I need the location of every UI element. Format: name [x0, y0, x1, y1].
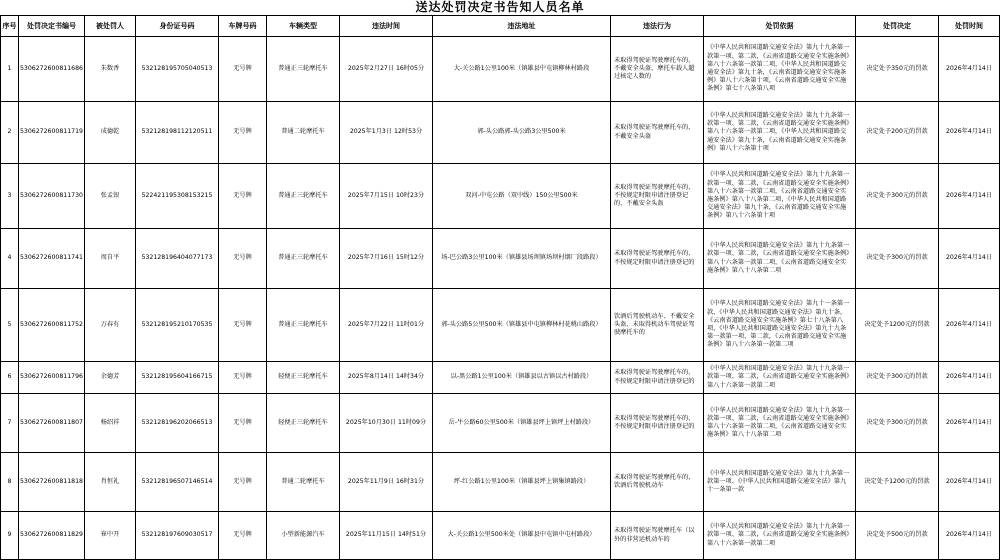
- cell-penalty-time: 2026年4月14日: [939, 102, 1000, 164]
- cell-id-no: 532128196202066513: [136, 394, 219, 453]
- cell-vehicle-type: 轻便正三轮摩托车: [267, 394, 340, 453]
- cell-behavior: 饮酒后驾驶机动车、不戴安全头盔、未取得机动车驾驶证驾驶摩托车的: [611, 289, 704, 362]
- cell-violation-time: 2025年11月9日 16时31分: [340, 453, 433, 512]
- header-location: 违法地址: [433, 16, 611, 37]
- table-row: [1, 362, 1000, 394]
- cell-decision: 决定处予500元的罚款: [856, 512, 939, 560]
- cell-violation-time: 2025年11月15日 14时51分: [340, 512, 433, 560]
- cell-decision-no: 5306272600811818: [19, 453, 85, 512]
- cell-vehicle-type: 普通正三轮摩托车: [267, 289, 340, 362]
- cell-name: 肖恒礼: [85, 453, 136, 512]
- cell-name: 杨绍祥: [85, 394, 136, 453]
- document-title: 送达处罚决定书告知人员名单: [415, 0, 585, 14]
- cell-decision: 决定处予300元的罚款: [856, 164, 939, 229]
- notice-table: [0, 15, 1000, 560]
- table-row: [1, 164, 1000, 229]
- cell-plate: 无号牌: [219, 362, 267, 394]
- cell-vehicle-type: 轻便正三轮摩托车: [267, 362, 340, 394]
- cell-decision-no: 5306272600811829: [19, 512, 85, 560]
- cell-penalty-time: 2026年4月14日: [939, 229, 1000, 289]
- cell-basis: 《中华人民共和国道路交通安全法》第九十九条第一款第一项、第二款，《云南省道路交通安全实施条例》第八十六条第一款第二项，《云南省道路交通安全实施条例》第八十八条第二项: [704, 229, 856, 289]
- table-row: [1, 229, 1000, 289]
- cell-behavior: 未取得驾驶证驾驶摩托车的、不戴安全头盔: [611, 102, 704, 164]
- cell-violation-time: 2025年7月22日 11时01分: [340, 289, 433, 362]
- cell-id-no: 532128198112120511: [136, 102, 219, 164]
- cell-violation-time: 2025年10月30日 11时09分: [340, 394, 433, 453]
- cell-location: 郭-头公路5公里500米（镇雄县中屯镇柳林村花桃山路段）: [433, 289, 611, 362]
- cell-location: 以-黑公路1公里100米（镇雄县以古镇以古村路段）: [433, 362, 611, 394]
- header-penalty-time: 处罚时间: [939, 16, 1000, 37]
- header-name: 被处罚人: [85, 16, 136, 37]
- cell-decision: 决定处予300元的罚款: [856, 229, 939, 289]
- cell-seq: 1: [1, 37, 19, 102]
- cell-decision: 决定处予1200元的罚款: [856, 289, 939, 362]
- cell-decision-no: 5306272600811807: [19, 394, 85, 453]
- cell-violation-time: 2025年1月3日 12时53分: [340, 102, 433, 164]
- cell-id-no: 522421195308153215: [136, 164, 219, 229]
- cell-name: 周自平: [85, 229, 136, 289]
- cell-name: 万春有: [85, 289, 136, 362]
- cell-plate: 无号牌: [219, 229, 267, 289]
- header-vehicle-type: 车辆类型: [267, 16, 340, 37]
- cell-seq: 5: [1, 289, 19, 362]
- cell-decision: 决定处予350元的罚款: [856, 37, 939, 102]
- cell-behavior: 未取得驾驶证驾驶摩托车（以外的非营运机动车的: [611, 512, 704, 560]
- cell-seq: 7: [1, 394, 19, 453]
- cell-plate: 无号牌: [219, 289, 267, 362]
- cell-penalty-time: 2026年4月14日: [939, 164, 1000, 229]
- cell-id-no: 532128196404077173: [136, 229, 219, 289]
- cell-location: 大-关公路1公里500米处（镇雄县中屯镇中屯村路段）: [433, 512, 611, 560]
- table-row: [1, 102, 1000, 164]
- cell-id-no: 532128196507146514: [136, 453, 219, 512]
- table-row: [1, 37, 1000, 102]
- cell-location: 郭-头公路郭-头公路3公里500米: [433, 102, 611, 164]
- cell-vehicle-type: 普通二轮摩托车: [267, 102, 340, 164]
- cell-violation-time: 2025年2月27日 16时05分: [340, 37, 433, 102]
- table-row: [1, 512, 1000, 560]
- table-row: [1, 289, 1000, 362]
- cell-name: 崔中开: [85, 512, 136, 560]
- cell-decision-no: 5306272600811741: [19, 229, 85, 289]
- table-row: [1, 394, 1000, 453]
- cell-decision: 决定处予200元的罚款: [856, 102, 939, 164]
- cell-basis: 《中华人民共和国道路交通安全法》第九十一条第一款，《中华人民共和国道路交通安全法》第九十条，《云南省道路交通安全实施条例》第七十八条第八项，《中华人民共和国道路交通安全法》第九十九条第一款第一项、第二款，《云南省道路交通安全实施条例》第八十六条第一款第二项: [704, 289, 856, 362]
- cell-behavior: 未取得驾驶证驾驶摩托车的、不按规定时限申请注册登记的: [611, 394, 704, 453]
- cell-penalty-time: 2026年4月14日: [939, 512, 1000, 560]
- cell-plate: 无号牌: [219, 37, 267, 102]
- cell-seq: 9: [1, 512, 19, 560]
- cell-decision-no: 5306272600811730: [19, 164, 85, 229]
- cell-behavior: 未取得驾驶证驾驶摩托车的、不按规定时限申请注册登记的: [611, 229, 704, 289]
- cell-plate: 无号牌: [219, 164, 267, 229]
- cell-seq: 4: [1, 229, 19, 289]
- header-decision-no: 处罚决定书编号: [19, 16, 85, 37]
- header-behavior: 违法行为: [611, 16, 704, 37]
- cell-decision-no: 5306272600811719: [19, 102, 85, 164]
- cell-vehicle-type: 小型新能源汽车: [267, 512, 340, 560]
- table-header-row: [1, 16, 1000, 37]
- header-basis: 处罚依据: [704, 16, 856, 37]
- cell-location: 岳-牛公路60公里500米（镇雄县坪上镇坪上村路段）: [433, 394, 611, 453]
- cell-violation-time: 2025年7月16日 15时12分: [340, 229, 433, 289]
- cell-location: 双河-中屯公路（双中线）150公里500米: [433, 164, 611, 229]
- cell-decision-no: 5306272600811796: [19, 362, 85, 394]
- cell-plate: 无号牌: [219, 102, 267, 164]
- header-seq: 序号: [1, 16, 19, 37]
- cell-name: 成德乾: [85, 102, 136, 164]
- table-row: [1, 453, 1000, 512]
- cell-vehicle-type: 普通正三轮摩托车: [267, 164, 340, 229]
- cell-behavior: 未取得驾驶证驾驶摩托车的、不戴安全头盔、摩托车载人超过核定人数的: [611, 37, 704, 102]
- cell-vehicle-type: 普通正三轮摩托车: [267, 37, 340, 102]
- cell-location: 大-关公路1公里100米（镇雄县中屯镇柳林村路段: [433, 37, 611, 102]
- cell-vehicle-type: 普通二轮摩托车: [267, 453, 340, 512]
- cell-decision: 决定处予1200元的罚款: [856, 453, 939, 512]
- cell-seq: 3: [1, 164, 19, 229]
- cell-location: 坪-红公路1公里100米（镇雄县坪上镇集镇路段）: [433, 453, 611, 512]
- cell-basis: 《中华人民共和国道路交通安全法》第九十九条第一款第一项、第二款，《云南省道路交通安全实施条例》第八十六条第一款第二项，《中华人民共和国道路交通安全法》第九十条，《云南省道路交通安全实施条例》第八十六条第十项，《云南省道路交通安全实施条例》第七十八条第八项: [704, 37, 856, 102]
- cell-penalty-time: 2026年4月14日: [939, 362, 1000, 394]
- cell-id-no: 532128197609030517: [136, 512, 219, 560]
- header-id-no: 身份证号码: [136, 16, 219, 37]
- cell-basis: 《中华人民共和国道路交通安全法》第九十九条第一款第一项、第二款，《云南省道路交通安全实施条例》第八十六条第一款第二项，《中华人民共和国道路交通安全法》第九十条，《云南省道路交通安全实施条例》第八十六条第十项: [704, 102, 856, 164]
- cell-basis: 《中华人民共和国道路交通安全法》第九十九条第一款第一项、《中华人民共和国道路交通安全法》第九十一条第一款: [704, 453, 856, 512]
- cell-basis: 《中华人民共和国道路交通安全法》第九十九条第一款第一项、第二款，《云南省道路交通安全实施条例》第八十六条第一款第二项，《云南省道路交通安全实施条例》第八十八条第二项，《中华人民共和国道路交通安全法》第九十条，《云南省道路交通安全实施条例》第八十六条第十项: [704, 164, 856, 229]
- cell-plate: 无号牌: [219, 453, 267, 512]
- cell-basis: 《中华人民共和国道路交通安全法》第九十九条第一款第一项、第二款，《云南省道路交通安全实施条例》第八十六条第一款第二项，《云南省道路交通安全实施条例》第八十八条第二项: [704, 394, 856, 453]
- cell-violation-time: 2025年7月15日 10时23分: [340, 164, 433, 229]
- cell-penalty-time: 2026年4月14日: [939, 394, 1000, 453]
- cell-seq: 6: [1, 362, 19, 394]
- cell-seq: 2: [1, 102, 19, 164]
- cell-behavior: 未取得驾驶证驾驶摩托车的、不按规定时限申请注册登记的: [611, 362, 704, 394]
- cell-name: 余德芳: [85, 362, 136, 394]
- cell-basis: 《中华人民共和国道路交通安全法》第九十九条第一款第一项、第二款，《云南省道路交通安全实施条例》第八十六条第一款第二项: [704, 512, 856, 560]
- cell-basis: 《中华人民共和国道路交通安全法》第九十九条第一款第一项、第二款，《云南省道路交通安全实施条例》第八十六条第一款第二项: [704, 362, 856, 394]
- cell-name: 朱数香: [85, 37, 136, 102]
- header-decision: 处罚决定: [856, 16, 939, 37]
- cell-behavior: 未取得驾驶证驾驶摩托车的，饮酒后驾驶机动车: [611, 453, 704, 512]
- cell-decision: 决定处予300元的罚款: [856, 362, 939, 394]
- cell-vehicle-type: 普通正三轮摩托车: [267, 229, 340, 289]
- cell-plate: 无号牌: [219, 394, 267, 453]
- header-violation-time: 违法时间: [340, 16, 433, 37]
- cell-penalty-time: 2026年4月14日: [939, 453, 1000, 512]
- cell-id-no: 532128195210170535: [136, 289, 219, 362]
- cell-seq: 8: [1, 453, 19, 512]
- cell-id-no: 532128195705040513: [136, 37, 219, 102]
- cell-decision: 决定处予300元的罚款: [856, 394, 939, 453]
- header-plate: 车牌号码: [219, 16, 267, 37]
- cell-id-no: 532128195604166715: [136, 362, 219, 394]
- cell-decision-no: 5306272600811752: [19, 289, 85, 362]
- cell-penalty-time: 2026年4月14日: [939, 289, 1000, 362]
- cell-plate: 无号牌: [219, 512, 267, 560]
- cell-penalty-time: 2026年4月14日: [939, 37, 1000, 102]
- cell-behavior: 未取得驾驶证驾驶摩托车的、不按规定时限申请注册登记的、不戴安全头盔: [611, 164, 704, 229]
- cell-violation-time: 2025年8月14日 14时34分: [340, 362, 433, 394]
- cell-name: 张孟银: [85, 164, 136, 229]
- cell-location: 场-巴公路3公里100米（镇雄县场坝镇场坝村烟厂段路段）: [433, 229, 611, 289]
- cell-decision-no: 5306272600811686: [19, 37, 85, 102]
